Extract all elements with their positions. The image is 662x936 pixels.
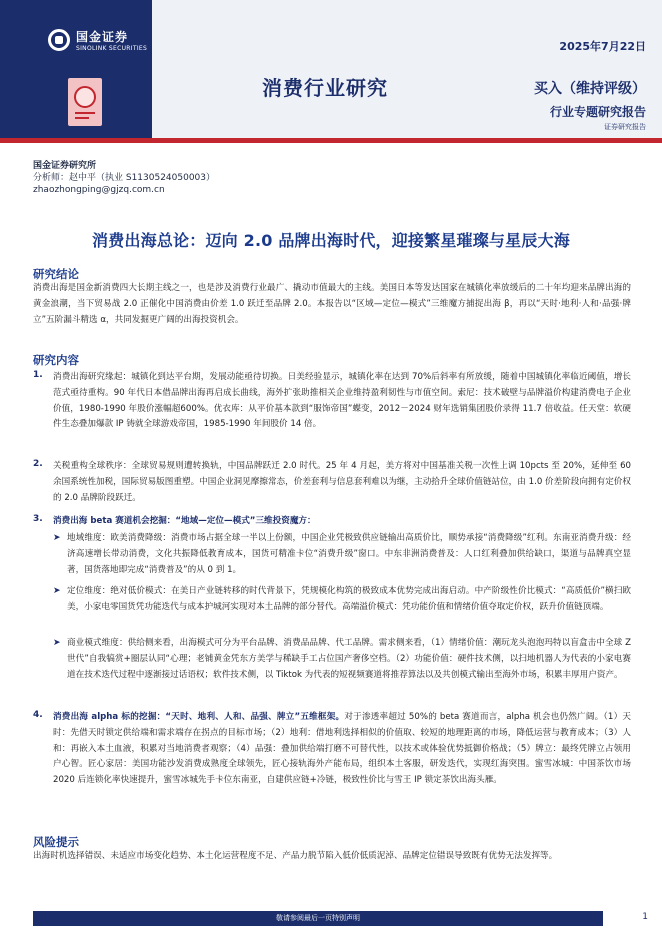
- rating-label: 买入（维持评级）: [534, 81, 646, 97]
- sub-item-text: 商业模式维度：供给侧来看，出海模式可分为平台品牌、消费品品牌、代工品牌。需求侧来看，（1）情绪价值：潮玩龙头泡泡玛特以盲盒击中全球 Z 世代”自我犒赏+圈层认同“心理；老铺黄金凭东方美学与稀缺手工占位国产奢侈空档。（2）功能价值：硬件技术侧，以扫地机器人为代表的小家电赛道在技术迭代过程中逐渐接过话语权；软件技术侧，以 Tiktok 为代表的短视频赛道将推荐算法以及共创模式输出至海外市场，积累丰厚用户资产。: [67, 638, 631, 680]
- research-firm: 国金证券研究所: [33, 161, 97, 171]
- content-item-3: [33, 514, 631, 530]
- report-date: 2025年7月22日: [559, 40, 646, 53]
- content-heading: 研究内容: [33, 353, 79, 367]
- content-item-2: [33, 459, 631, 506]
- report-title: 消费出海总论：迈向 2.0 品牌出海时代，迎接繁星璀璨与星辰大海: [92, 231, 570, 250]
- item-text: 对于渗透率超过 50%的 beta 赛道而言，alpha 机会也仍然广阔。（1）天时：先借天时锁定供给端和需求端存在拐点的目标市场；（2）地利：借地利选择相似的价值取、较短的地理距离的市场，降低运营与教育成本；（3）人和：再嵌入本土血液，积累对当地消费者观察；（4）品强：叠加供给端打磨不可替代性，以技术或体验优势抵御价格战；（5）牌立：最终凭牌立占领用户心智。匠心家居：美国功能沙发消费成熟度全球领先，匠心接轨海外产能布局，组织本土客服，研发迭代，实现红海突围。蜜雪冰城：中国茶饮市场 2020 后连锁化率快速提升，蜜雪冰城先手卡位东南亚，自建供应链+冷链，极致性价比与雪王 IP 锁定茶饮出海头雁。: [53, 712, 631, 786]
- arrow-bullet-icon: ➤: [53, 638, 61, 648]
- arrow-bullet-icon: ➤: [53, 586, 61, 596]
- header-light-panel: [152, 0, 662, 143]
- risk-paragraph: 出海时机选择错误、未适应市场变化趋势、本土化运营程度不足、产品力脱节陷入低价低质泥淖、品牌定位错误导致既有优势无法发挥等。: [33, 851, 558, 861]
- sub-item-region: [53, 531, 631, 578]
- report-header: [0, 0, 662, 143]
- analyst-name: 分析师：赵中平（执业 S1130524050003）: [33, 173, 216, 183]
- report-card-icon: [68, 78, 102, 126]
- arrow-bullet-icon: ➤: [53, 533, 61, 543]
- conclusion-heading: 研究结论: [33, 267, 79, 281]
- item-text: 关税重构全球秩序：全球贸易规则遭转换轨，中国品牌跃迁 2.0 时代。25 年 4 月起，美方将对中国基准关税一次性上调 10pcts 至 20%，延伸至 60 余国系统性加税，国际贸易版图重塑。中国企业洞见摩擦常态，价差套利与信息套利难以为继，主动拾升全球价值链站位，由 1.0 价差阶段向拥有定价权的 2.0 品牌阶段跃迁。: [53, 461, 631, 503]
- item-bold-text: 消费出海 alpha 标的挖掘：“天时、地利、人和、品强、牌立”五维框架。: [53, 712, 345, 722]
- logo-mark-icon: [48, 29, 70, 51]
- page-footer: [0, 911, 662, 926]
- disclaimer-note: 敬请参阅最后一页特别声明: [276, 914, 360, 922]
- item-number: 2.: [33, 459, 43, 469]
- item-number: 4.: [33, 710, 43, 720]
- content-item-4: [33, 710, 631, 789]
- industry-title: 消费行业研究: [262, 76, 388, 100]
- analyst-email[interactable]: zhaozhongping@gjzq.com.cn: [33, 185, 165, 195]
- risk-heading: 风险提示: [33, 835, 79, 849]
- sub-item-text: 地域维度：欧美消费降级：消费市场占据全球一半以上份额，中国企业凭极致供应链输出高质价比，顺势承接“消费降级”红利。东南亚消费升级：经济高速增长带动消费，文化共振降低教育成本，国货可精准卡位“消费升级”窗口。中东非洲消费普及：人口红利叠加供给缺口，渠道与品牌真空显著，国货落地即完成“消费普及”的从 0 到 1。: [67, 533, 631, 575]
- content-item-1: [33, 370, 631, 433]
- report-subtype: 证券研究报告: [604, 123, 646, 131]
- header-red-stripe: [0, 138, 662, 143]
- analyst-info: [33, 160, 215, 196]
- report-type: 行业专题研究报告: [549, 105, 646, 119]
- item-bold-text: 消费出海 beta 赛道机会挖掘：“地域—定位—模式”三维投资魔方：: [53, 516, 316, 526]
- sub-item-positioning: [53, 584, 631, 616]
- brand-logo: [48, 28, 147, 52]
- sub-item-business-model: [53, 636, 631, 683]
- sub-item-text: 定位维度：绝对低价模式：在美日产业链转移的时代背景下，凭规模化构筑的极致成本优势完成出海启动。中产阶级性价比模式：“高质低价”横扫欧美，小家电零国货凭功能迭代与成本护城河实现对本土品牌的部分替代。高端溢价模式：凭功能价值和情绪价值夺取定价权，跃升价值链顶端。: [67, 586, 631, 612]
- item-number: 1.: [33, 370, 43, 380]
- page-number: 1: [642, 912, 648, 922]
- item-text: 消费出海研究缘起：城镇化到达平台期，发展动能亟待切换。日美经验显示，城镇化率在达到 70%后斜率有所放缓，随着中国城镇化率临近阈值，增长范式亟待重构。90 年代日本借品牌出海再启成长曲线，海外扩张助推相关企业维持盈利韧性与市值空间。索尼：技术破壁与品牌溢价构建消费电子企业价值，1980-1990 年股价涨幅超600%。优衣库：从平价基本款到“服饰帝国”蝶变，2012－2024 财年选销集团股价录得 11.7 倍收益。任天堂：软硬件生态叠加爆款 IP 铸就全球游戏帝国，1985-1990 年间股价 14 倍。: [53, 372, 631, 430]
- item-number: 3.: [33, 514, 43, 524]
- logo-cn-text: 国金证券: [76, 30, 129, 44]
- conclusion-paragraph: 消费出海是国金新消费四大长期主线之一，也是涉及消费行业最广、撬动市值最大的主线。美国日本等发达国家在城镇化率放缓后的二十年均迎来品牌出海的黄金浪潮，当下贸易战 2.0 正催化中国消费由价差 1.0 跃迁至品牌 2.0。本报告以“区域—定位—模式”三维魔方捕捉出海 β，再以“天时·地利·人和·品强·牌立”五阶漏斗精选 α，共同发掘更广阔的出海投资机会。: [33, 283, 631, 325]
- logo-en-text: SINOLINK SECURITIES: [76, 45, 148, 52]
- seal-icon: [74, 86, 96, 108]
